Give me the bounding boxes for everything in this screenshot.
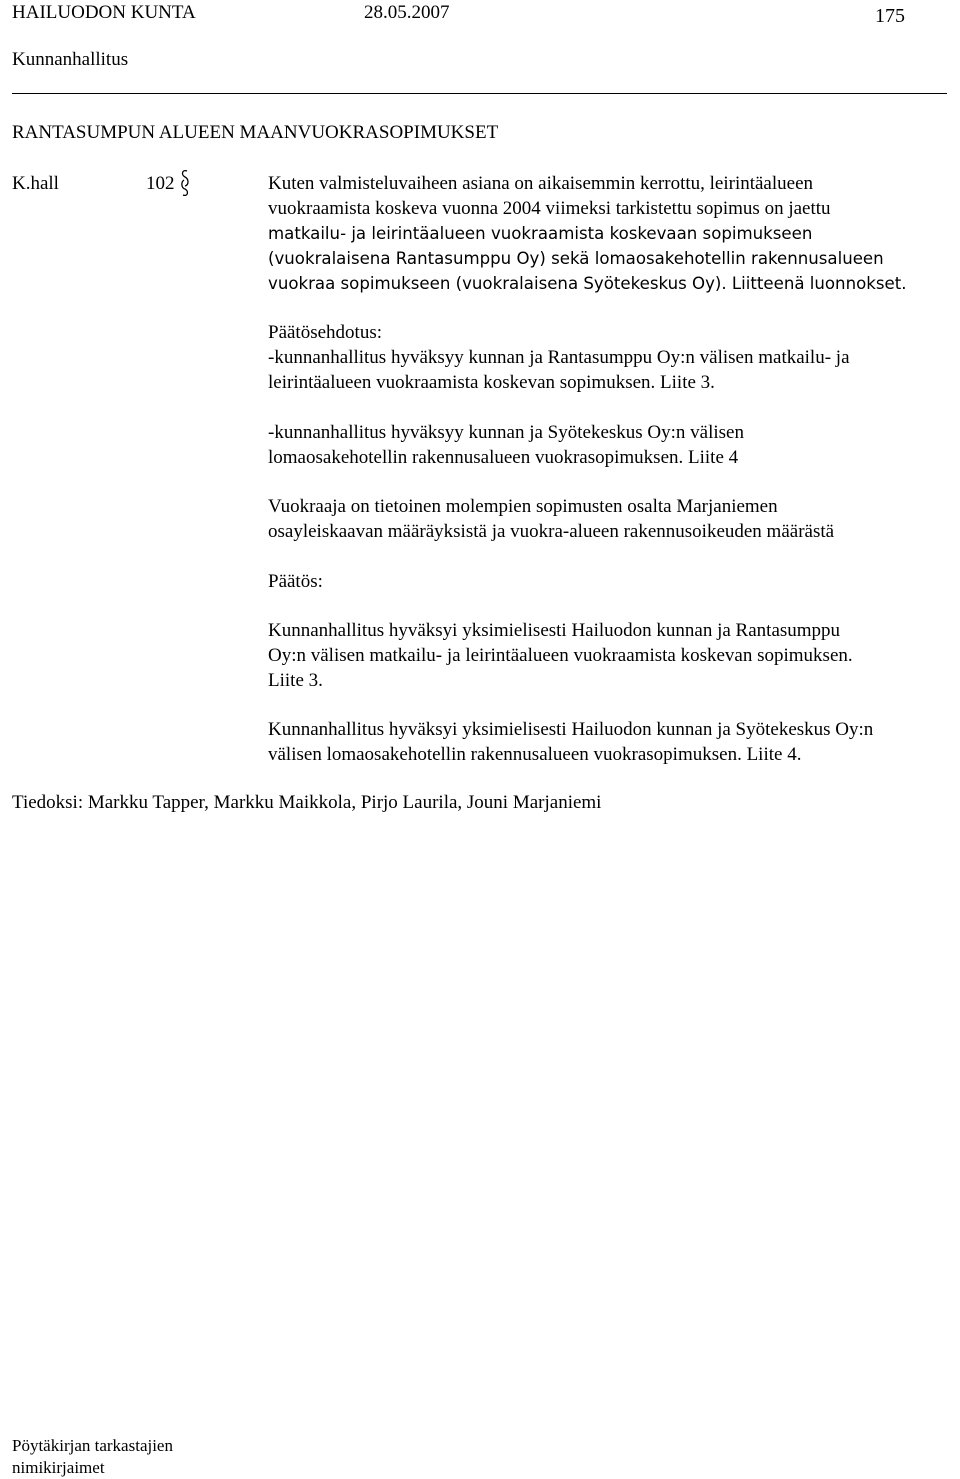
footer-line: nimikirjaimet bbox=[12, 1458, 105, 1477]
meeting-date: 28.05.2007 bbox=[364, 2, 450, 23]
distribution-list: Tiedoksi: Markku Tapper, Markku Maikkola, Pirjo Laurila, Jouni Marjaniemi bbox=[12, 792, 602, 813]
note-line: osayleiskaavan määräyksistä ja vuokra-alueen rakennusoikeuden määrästä bbox=[268, 521, 835, 542]
proposal-line: leirintäalueen vuokraamista koskevan sopimuksen. Liite 3. bbox=[268, 372, 715, 393]
intro-line: vuokraamista koskeva vuonna 2004 viimeksi tarkistettu sopimus on jaettu bbox=[268, 198, 831, 219]
reference-number: 102 bbox=[146, 173, 175, 194]
intro-paragraph bbox=[268, 171, 958, 296]
note-line: Vuokraaja on tietoinen molempien sopimusten osalta Marjaniemen bbox=[268, 496, 778, 517]
proposal-block bbox=[268, 320, 958, 395]
section-title: RANTASUMPUN ALUEEN MAANVUOKRASOPIMUKSET bbox=[12, 122, 499, 143]
footer-signature-label bbox=[12, 1435, 173, 1479]
governing-body: Kunnanhallitus bbox=[12, 49, 129, 70]
proposal-line: -kunnanhallitus hyväksyy kunnan ja Rantasumppu Oy:n välisen matkailu- ja bbox=[268, 347, 850, 368]
note-paragraph bbox=[268, 494, 958, 544]
decision-line: Oy:n välisen matkailu- ja leirintäalueen vuokraamista koskevan sopimuksen. bbox=[268, 645, 853, 666]
intro-line: (vuokralaisena Rantasumppu Oy) sekä lomaosakehotellin rakennusalueen bbox=[268, 249, 884, 268]
decision-second bbox=[268, 717, 958, 767]
proposal-second bbox=[268, 420, 958, 470]
reference-label: K.hall bbox=[12, 173, 59, 194]
proposal-line: -kunnanhallitus hyväksyy kunnan ja Syötekeskus Oy:n välisen bbox=[268, 422, 744, 443]
header-divider bbox=[12, 93, 947, 94]
proposal-heading: Päätösehdotus: bbox=[268, 322, 382, 343]
decision-line: Kunnanhallitus hyväksyi yksimielisesti Hailuodon kunnan ja Syötekeskus Oy:n bbox=[268, 719, 874, 740]
organization-name: HAILUODON KUNTA bbox=[12, 2, 196, 23]
decision-line: välisen lomaosakehotellin rakennusalueen vuokrasopimuksen. Liite 4. bbox=[268, 744, 802, 765]
decision-line: Liite 3. bbox=[268, 670, 323, 691]
decision-heading: Päätös: bbox=[268, 571, 323, 592]
decision-first bbox=[268, 618, 958, 693]
footer-line: Pöytäkirjan tarkastajien bbox=[12, 1436, 173, 1455]
section-sign-icon bbox=[180, 168, 190, 198]
decision-line: Kunnanhallitus hyväksyi yksimielisesti Hailuodon kunnan ja Rantasumppu bbox=[268, 620, 841, 641]
intro-line: vuokraa sopimukseen (vuokralaisena Syötekeskus Oy). Liitteenä luonnokset. bbox=[268, 274, 907, 293]
intro-line: Kuten valmisteluvaiheen asiana on aikaisemmin kerrottu, leirintäalueen bbox=[268, 173, 814, 194]
decision-heading-block bbox=[268, 569, 958, 594]
proposal-line: lomaosakehotellin rakennusalueen vuokrasopimuksen. Liite 4 bbox=[268, 447, 739, 468]
intro-line: matkailu- ja leirintäalueen vuokraamista koskevaan sopimukseen bbox=[268, 224, 813, 243]
page-number: 175 bbox=[875, 5, 905, 27]
